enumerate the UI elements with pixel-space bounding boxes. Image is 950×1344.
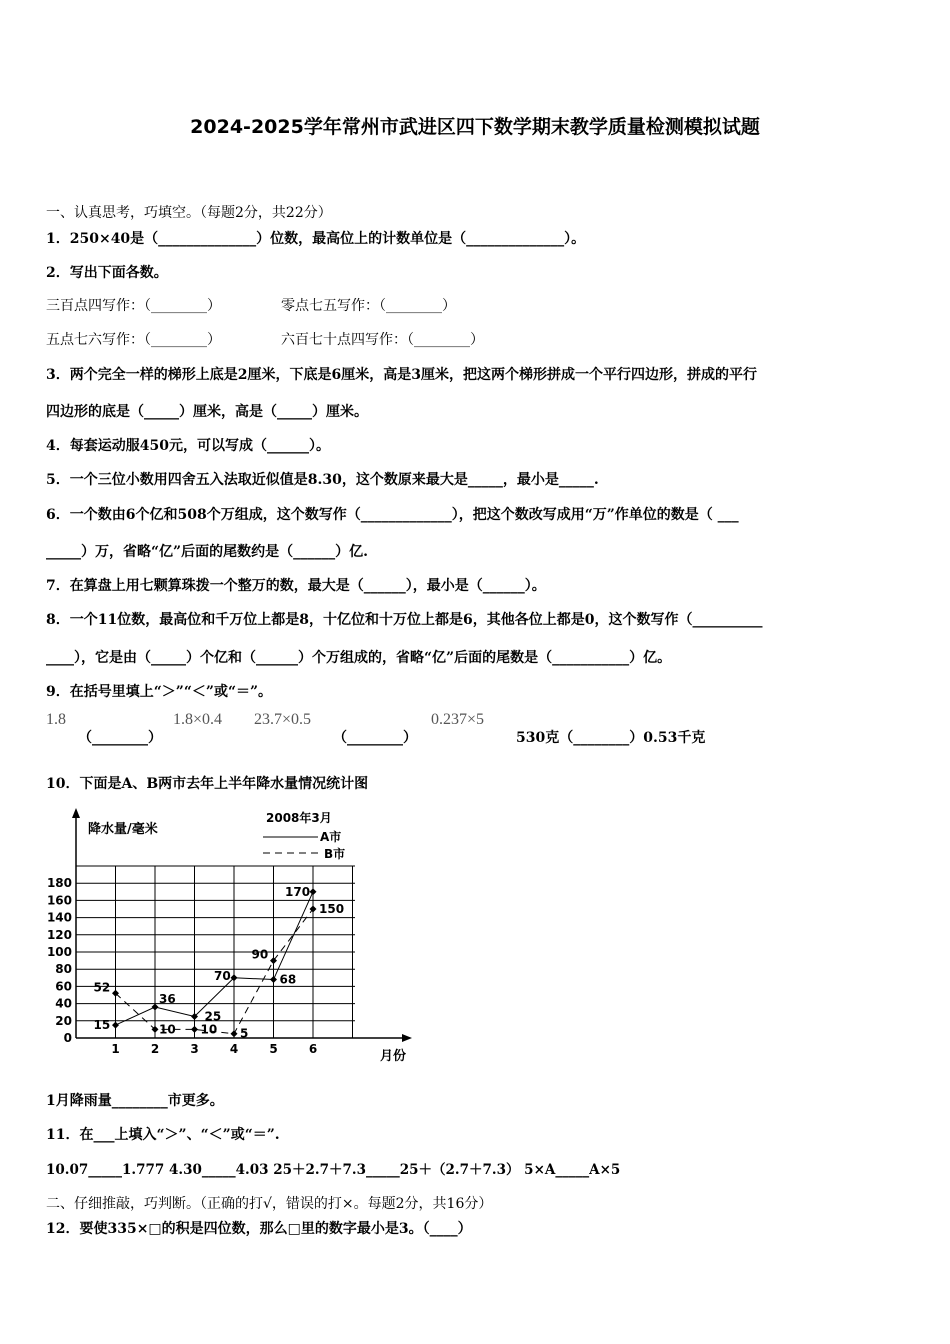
- y-tick-label: 60: [55, 979, 72, 994]
- data-point: [231, 1030, 238, 1037]
- y-tick-label: 0: [63, 1031, 72, 1045]
- series-line-a: [116, 892, 314, 1025]
- y-tick-label: 140: [46, 910, 72, 925]
- x-axis-label: 月份: [380, 1049, 407, 1064]
- section-heading-2: 二、仔细推敲，巧判断。（正确的打√，错误的打×。每题2分，共16分）: [46, 1196, 493, 1212]
- legend-title: 2008年3月: [266, 811, 332, 825]
- question-5: 5．一个三位小数用四舍五入法取近似值是8.30，这个数原来最大是_____，最小是_____.: [46, 472, 599, 488]
- data-point: [112, 1022, 119, 1029]
- y-axis-label: 降水量/毫米: [88, 822, 158, 837]
- data-label: 5: [240, 1026, 249, 1041]
- chart-series: [94, 885, 345, 1041]
- question-8-line1: 8．一个11位数，最高位和千万位上都是8，十亿位和十万位上都是6，其他各位上都是0，这个数写作（__________: [46, 612, 763, 628]
- data-label: 10: [159, 1022, 176, 1037]
- data-label: 68: [279, 972, 297, 987]
- question-4: 4．每套运动服450元，可以写成（______）。: [46, 438, 330, 454]
- data-point: [152, 1004, 159, 1011]
- data-label: 15: [93, 1018, 111, 1033]
- question-7: 7．在算盘上用七颗算珠拨一个整万的数，最大是（______），最小是（______）。: [46, 578, 546, 594]
- legend-label-b: B市: [324, 847, 346, 861]
- y-axis-arrow: [72, 808, 80, 818]
- data-label: 36: [159, 992, 176, 1007]
- y-tick-label: 80: [55, 962, 72, 977]
- x-tick-label: 5: [269, 1042, 278, 1056]
- x-tick-label: 2: [150, 1042, 160, 1056]
- question-11: 11．在___上填入“＞”、“＜”或“＝”.: [46, 1127, 280, 1143]
- y-tick-label: 160: [46, 893, 72, 908]
- question-2d: 六百七十点四写作：（________）: [281, 332, 484, 348]
- page-title: 2024-2025学年常州市武进区四下数学期末教学质量检测模拟试题: [190, 116, 760, 138]
- question-3-line1: 3．两个完全一样的梯形上底是2厘米，下底是6厘米，高是3厘米，把这两个梯形拼成一个平行四边形，拼成的平行: [46, 367, 757, 383]
- data-point: [270, 976, 277, 983]
- y-tick-label: 180: [46, 876, 72, 891]
- y-tick-label: 100: [46, 945, 72, 959]
- data-label: 90: [251, 947, 269, 962]
- question-9: 9．在括号里填上“＞”“＜”或“＝”。: [46, 684, 273, 700]
- data-label: 70: [214, 968, 231, 983]
- section-heading-1: 一、认真思考，巧填空。（每题2分，共22分）: [46, 205, 332, 221]
- x-tick-label: 4: [229, 1042, 239, 1056]
- compare-2-blank: （________）: [333, 730, 417, 746]
- question-6-line2: _____）万，省略“亿”后面的尾数约是（______）亿.: [46, 544, 368, 560]
- compare-3: 530克（________）0.53千克: [516, 730, 706, 746]
- question-11-items: 10.07_____1.777 4.30_____4.03 25＋2.7＋7.3_____25＋（2.7＋7.3） 5×A_____A×5: [46, 1162, 621, 1178]
- question-2b: 零点七五写作：（________）: [281, 298, 456, 314]
- data-point: [310, 888, 317, 895]
- question-6-line1: 6．一个数由6个亿和508个万组成，这个数写作（_____________），把这个数改写成用“万”作单位的数是（ ___: [46, 507, 739, 523]
- data-label: 170: [285, 884, 311, 899]
- y-tick-label: 20: [55, 1013, 72, 1028]
- data-point: [191, 1026, 198, 1033]
- question-2a: 三百点四写作：（________）: [46, 298, 221, 314]
- x-tick-label: 1: [111, 1042, 120, 1056]
- question-2c: 五点七六写作：（________）: [46, 332, 221, 348]
- rainfall-line-chart: [40, 800, 420, 1070]
- question-2: 2．写出下面各数。: [46, 265, 168, 281]
- x-tick-label: 6: [308, 1042, 318, 1056]
- chart-axes: [72, 808, 412, 1042]
- data-label: 52: [93, 980, 111, 995]
- question-3-line2: 四边形的底是（_____）厘米，高是（_____）厘米。: [46, 404, 368, 420]
- data-label: 150: [319, 902, 345, 916]
- compare-1-left: 1.8: [46, 711, 66, 728]
- compare-1-blank: （________）: [78, 730, 162, 746]
- y-tick-label: 120: [46, 927, 72, 942]
- x-tick-label: 3: [190, 1042, 199, 1056]
- x-tick-labels: [111, 1042, 317, 1056]
- x-axis-arrow: [402, 1034, 412, 1042]
- compare-2-right: 0.237×5: [431, 711, 485, 728]
- data-label: 10: [200, 1022, 218, 1037]
- question-10-answer: 1月降雨量________市更多。: [46, 1093, 224, 1109]
- y-tick-labels: [47, 876, 72, 1045]
- question-12: 12．要使335×□的积是四位数，那么□里的数字最小是3。（____）: [46, 1221, 472, 1237]
- y-tick-label: 40: [55, 996, 72, 1011]
- compare-1-right: 1.8×0.4: [173, 711, 223, 728]
- data-label: 25: [204, 1009, 222, 1024]
- question-1: 1．250×40是（______________）位数，最高位上的计数单位是（______________）。: [46, 231, 586, 247]
- question-10: 10．下面是A、B两市去年上半年降水量情况统计图: [46, 776, 369, 792]
- question-8-line2: ____），它是由（_____）个亿和（______）个万组成的，省略“亿”后面的尾数是（___________）亿。: [46, 650, 672, 666]
- legend-label-a: A市: [320, 830, 342, 844]
- compare-2-left: 23.7×0.5: [254, 711, 312, 728]
